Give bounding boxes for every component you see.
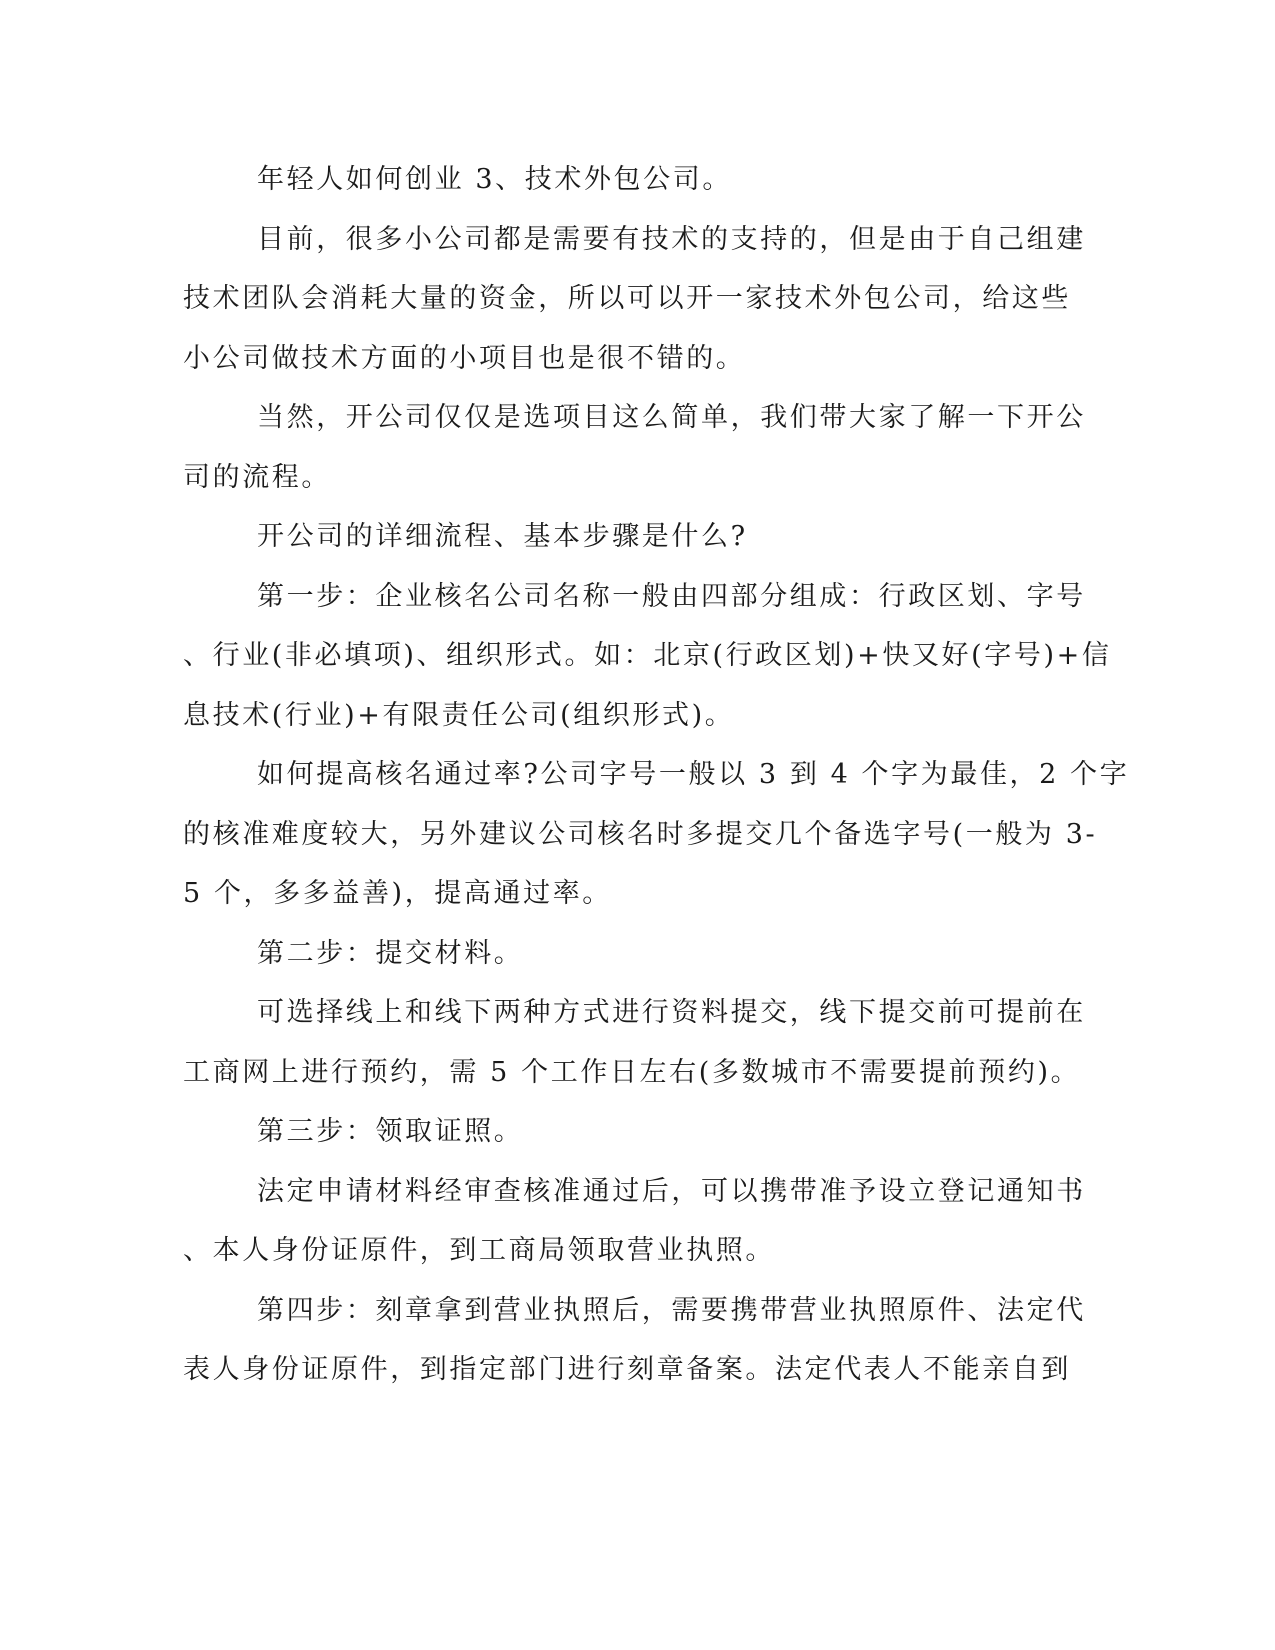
paragraph-step-1 [183,567,1112,746]
text-line: 第二步：提交材料。 [257,937,524,969]
text-line: 息技术(行业)+有限责任公司(组织形式)。 [183,699,735,731]
paragraph-step-4 [183,1281,1086,1400]
text-line: 、本人身份证原件，到工商局领取营业执照。 [183,1235,775,1266]
paragraph [183,745,1130,924]
paragraph [183,388,1086,507]
text-line: 5 个，多多益善)，提高通过率。 [183,878,612,909]
paragraph-step-2 [183,924,1043,984]
text-line: 可选择线上和线下两种方式进行资料提交，线下提交前可提前在 [257,997,1086,1028]
text-line: 技术团队会消耗大量的资金，所以可以开一家技术外包公司，给这些 [183,283,1071,314]
text-line: 法定申请材料经审查核准通过后，可以携带准予设立登记通知书 [257,1175,1086,1207]
paragraph [183,1162,1086,1281]
text-line: 第四步：刻章拿到营业执照后，需要携带营业执照原件、法定代 [257,1294,1086,1326]
text-line: 如何提高核名通过率?公司字号一般以 3 到 4 个字为最佳，2 个字 [257,759,1130,790]
paragraph [183,210,1086,389]
paragraph-title [183,150,1043,210]
text-line: 司的流程。 [183,461,331,493]
text-line: 目前，很多小公司都是需要有技术的支持的，但是由于自己组建 [257,223,1086,255]
text-line: 当然，开公司仅仅是选项目这么简单，我们带大家了解一下开公 [257,402,1086,433]
paragraph [183,507,1043,567]
text-line: 表人身份证原件，到指定部门进行刻章备案。法定代表人不能亲自到 [183,1354,1071,1385]
paragraph [183,983,1086,1102]
text-line: 开公司的详细流程、基本步骤是什么? [257,521,748,552]
text-line: 小公司做技术方面的小项目也是很不错的。 [183,342,746,374]
text-line: 第三步：领取证照。 [257,1116,524,1147]
text-line: 的核准难度较大，另外建议公司核名时多提交几个备选字号(一般为 3- [183,818,1098,850]
body-text [183,150,1130,1400]
text-line: 、行业(非必填项)、组织形式。如：北京(行政区划)+快又好(字号)+信 [183,640,1112,671]
paragraph-step-3 [183,1102,1043,1162]
text-line: 第一步：企业核名公司名称一般由四部分组成：行政区划、字号 [257,580,1086,612]
text-line: 年轻人如何创业 3、技术外包公司。 [257,164,732,195]
text-line: 工商网上进行预约，需 5 个工作日左右(多数城市不需要提前预约)。 [183,1056,1081,1088]
